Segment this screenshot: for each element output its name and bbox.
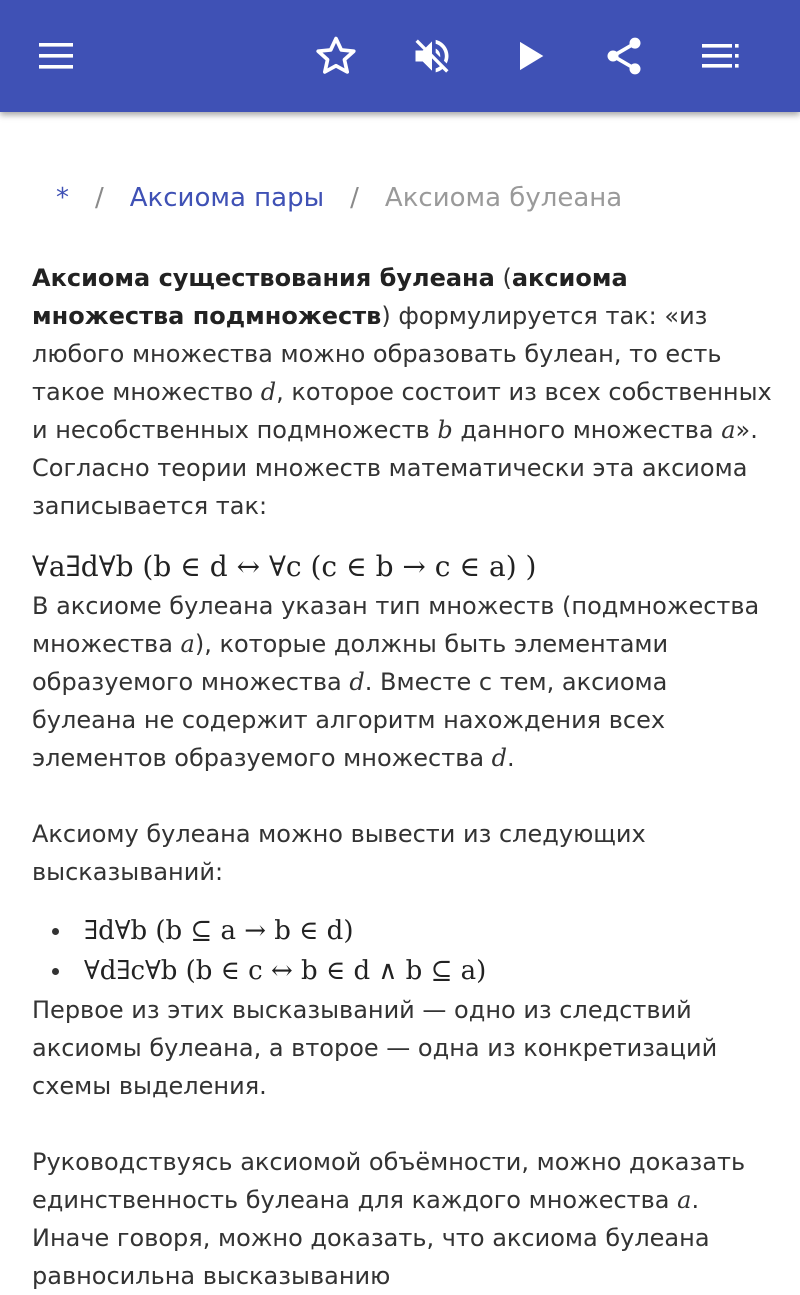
math-var: d (260, 378, 277, 406)
breadcrumb-current: Аксиома булеана (384, 183, 623, 213)
paragraph-type (32, 587, 772, 777)
math-var: a (721, 416, 736, 444)
text: ) формулируется так: «из любого множества можно образовать булеан, то есть такое множество (32, 302, 722, 406)
list-item: ∃d∀b (b ⊆ a → b ∈ d) (32, 911, 772, 951)
text: . Иначе говоря, можно доказать, что аксиома булеана равносильна высказыванию (32, 1186, 710, 1290)
math-var: d (349, 668, 365, 696)
breadcrumb-separator: / (350, 183, 359, 213)
text: ), которые должны быть элементами образуемого множества (32, 630, 669, 696)
share-icon[interactable] (596, 28, 652, 84)
text: В аксиоме булеана указан тип множеств (подмножества множества (32, 592, 760, 658)
text: ( (494, 264, 512, 292)
article-content (32, 170, 772, 1295)
text: ». Согласно теории множеств математически эта аксиома записывается так: (32, 416, 758, 520)
list-item: ∀d∃c∀b (b ∈ c ↔ b ∈ d ∧ b ⊆ a) (32, 951, 772, 991)
math-var: a (677, 1186, 692, 1214)
breadcrumb-root-link[interactable]: * (56, 183, 69, 213)
paragraph-uniqueness (32, 1143, 772, 1295)
math-var: a (180, 630, 195, 658)
star-icon[interactable] (308, 28, 364, 84)
play-icon[interactable] (502, 28, 558, 84)
term-alt-bold: аксиома множества подмножеств (32, 264, 628, 330)
text: , которое состоит из всех собственных и несобственных подмножеств (32, 378, 772, 444)
menu-icon[interactable] (28, 28, 84, 84)
paragraph-definition (32, 259, 772, 525)
breadcrumb (56, 170, 772, 226)
list-icon[interactable] (692, 28, 748, 84)
text: данного множества (452, 416, 722, 444)
paragraph-consequence: Первое из этих высказываний — одно из следствий аксиомы булеана, а второе — одна из конкретизаций схемы выделения. (32, 996, 718, 1100)
axiom-formula: ∀a∃d∀b (b ∈ d ↔ ∀c (c ∈ b → c ∈ a) ) (32, 550, 537, 583)
breadcrumb-parent-link[interactable]: Аксиома пары (129, 183, 325, 213)
breadcrumb-separator: / (95, 183, 104, 213)
volume-off-icon[interactable] (404, 28, 460, 84)
math-var: b (437, 416, 453, 444)
app-bar (0, 0, 800, 112)
math-var: d (491, 744, 508, 772)
statement-list (32, 911, 772, 991)
paragraph-derive: Аксиому булеана можно вывести из следующих высказываний: (32, 820, 646, 886)
term-bold: Аксиома существования булеана (32, 264, 495, 292)
text: . (507, 744, 515, 772)
text: Руководствуясь аксиомой объёмности, можно доказать единственность булеана для каждого множества (32, 1148, 746, 1214)
text: . Вместе с тем, аксиома булеана не содержит алгоритм нахождения всех элементов образуемого множества (32, 668, 668, 772)
